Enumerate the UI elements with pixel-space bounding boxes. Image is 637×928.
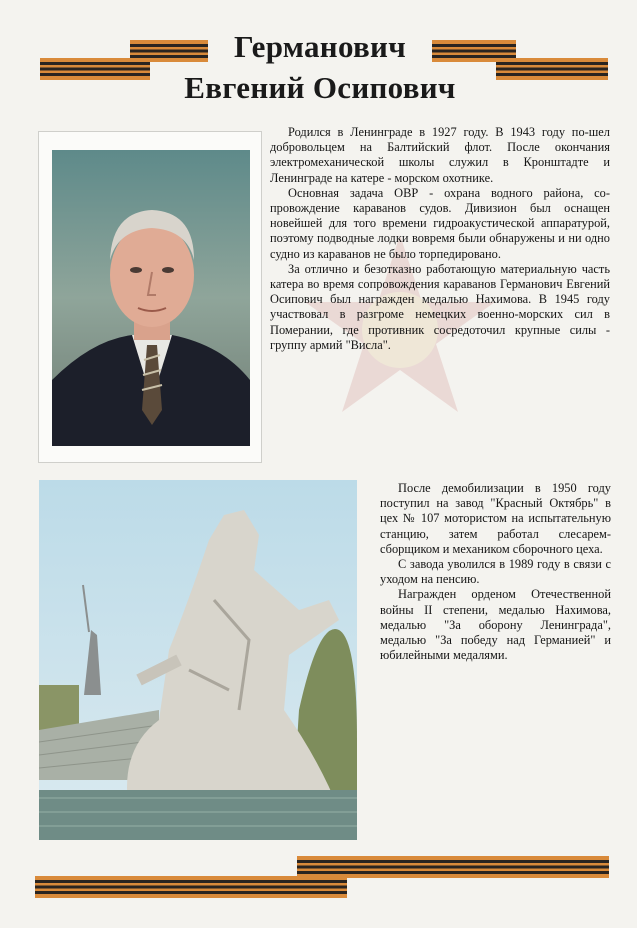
- bio-paragraph: Родился в Ленинграде в 1927 году. В 1943 году по-шел добровольцем на Балтийский флот. После окончания электромеханической школы служил в Кронштадте и Ленинграде на катере - морском охотнике.: [270, 125, 610, 185]
- bio-paragraph: С завода уволился в 1989 году в связи с уходом на пенсию.: [380, 557, 611, 587]
- bio-paragraph: Награжден орденом Отечественной войны II степени, медалью Нахимова, медалью "За оборону Ленинграда", медалью "За победу над Германией" и юбилейными медалями.: [380, 587, 611, 663]
- portrait-photo: [52, 150, 250, 446]
- portrait-frame: [38, 131, 262, 463]
- bio-paragraph: За отлично и безотказно работающую материальную часть катера во время сопровождения караванов Германович Евгений Осипович был награжден медалью Нахимова. В 1945 году участвовал в разгроме немецких военно-морских сил в Померании, где противник сосредоточил крупные силы - группу армий "Висла".: [270, 261, 610, 352]
- bio-paragraph: Основная задача ОВР - охрана водного района, со-провождение караванов судов. Дивизион был оснащен новейшей для того времени гидроакустической аппаратурой, поэтому подводные лодки вовремя были обнаружены и ни одно судно из караванов не было торпедировано.: [270, 185, 610, 261]
- ribbon-bottom: [35, 854, 615, 906]
- page-title-surname: Германович: [234, 29, 406, 64]
- monument-photo: [39, 480, 357, 840]
- biography-bottom: [380, 481, 611, 663]
- biography-top: [270, 125, 610, 353]
- bio-paragraph: После демобилизации в 1950 году поступил на завод "Красный Октябрь" в цех № 107 мотористом на испытательную станцию, затем работал слесарем-сборщиком и механиком сборочного цеха.: [380, 481, 611, 556]
- page-title-given-names: Евгений Осипович: [184, 70, 456, 105]
